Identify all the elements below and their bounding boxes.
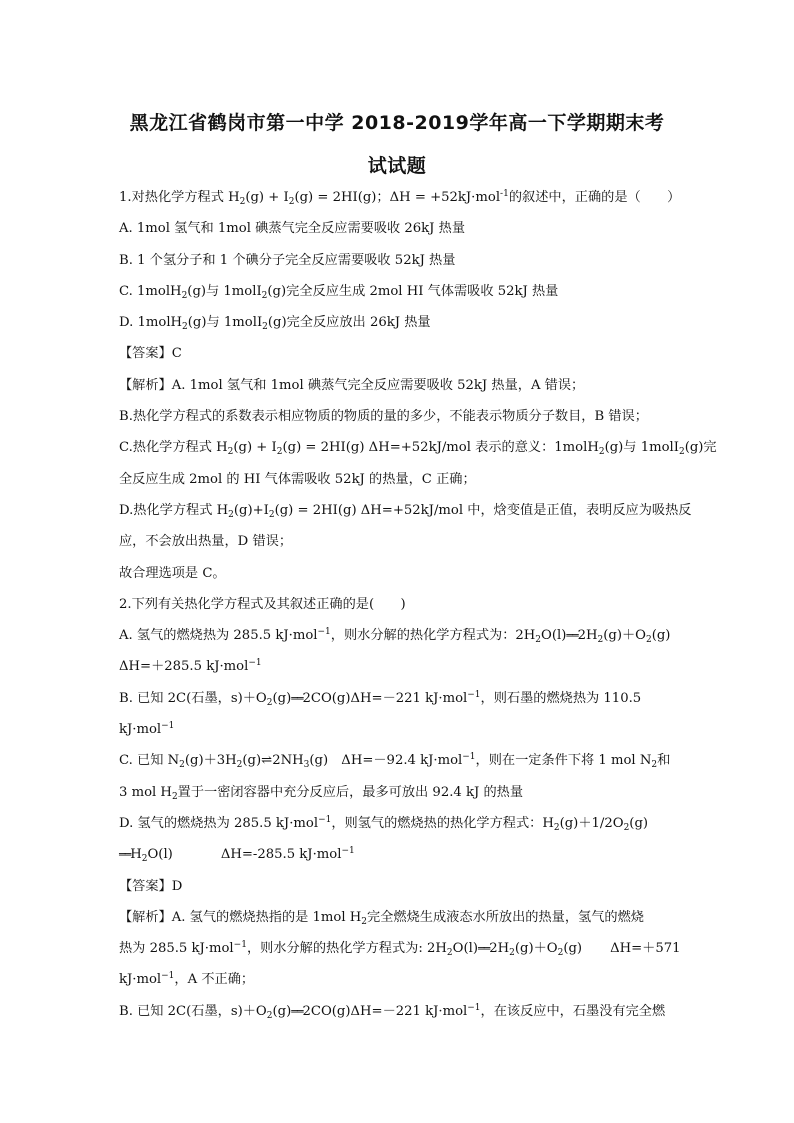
reaction-arrow: ══ <box>119 848 131 862</box>
q2-option-d: D. 氢气的燃烧热为 285.5 kJ·mol$^{-1}$，则氢气的燃烧热的热化学方程式：$H_2(g)+1/2O_2(g)$ <box>119 814 649 833</box>
q1-analysis-c: C.热化学方程式 $H_2(g) + I_2(g) = 2HI(g)$ ΔH=+52kJ/mol 表示的意义：1molH$_2$(g)与 1molI$_2$(g)完 <box>119 440 717 458</box>
page-title-continued: 试试题 <box>367 155 427 177</box>
q2-option-b-cont: kJ·mol$^{-1}$ <box>119 721 175 738</box>
q2-option-a: A. 氢气的燃烧热为 285.5 kJ·mol$^{-1}$，则水分解的热化学方程式为：$2H_2O(l)══2H_2(g)+O_2(g)$ <box>119 627 671 646</box>
q1-stem: 1.对热化学方程式 $H_2(g) + I_2(g) = 2HI(g)$；ΔH = +52kJ·mol$^{-1}$的叙述中，正确的是（ ） <box>119 189 681 207</box>
q1-option-a: A. 1mol 氢气和 1mol 碘蒸气完全反应需要吸收 26kJ 热量 <box>119 221 466 237</box>
q2-option-c: C. 已知 $N_2(g)+3H_2(g)\rightleftharpoons 2NH_3(g)$ ΔH=－92.4 kJ·mol$^{-1}$，则在一定条件下将 1 mol $N_2$和 <box>119 752 671 771</box>
q2-option-b: B. 已知 2C(石墨，$s)+O_2(g)══2CO(g)\Delta H=-221$ kJ·mol$^{-1}$，则石墨的燃烧热为 110.5 <box>119 689 642 708</box>
q1-option-b: B. 1 个氢分子和 1 个碘分子完全反应需要吸收 52kJ 热量 <box>119 252 456 268</box>
q1-analysis-d: D.热化学方程式 $H_2(g)+I_2(g) = 2HI(g)$ ΔH=+52kJ/mol 中，焓变值是正值，表明反应为吸热反 <box>119 502 692 520</box>
q1-answer: 【答案】C <box>119 346 182 362</box>
reaction-arrow: ══ <box>291 691 303 705</box>
q2-option-c-cont: 3 mol $H_2$置于一密闭容器中充分反应后，最多可放出 92.4 kJ 的热量 <box>119 784 524 802</box>
q1-conclusion: 故合理选项是 C。 <box>119 565 226 581</box>
q1-analysis-a: 【解析】A. 1mol 氢气和 1mol 碘蒸气完全反应需要吸收 52kJ 热量，A 错误； <box>119 377 585 393</box>
reaction-arrow: ══ <box>566 629 578 643</box>
page-title: 黑龙江省鹤岗市第一中学 2018-2019学年高一下学期期末考 <box>129 112 665 134</box>
q1-analysis-b: B.热化学方程式的系数表示相应物质的物质的量的多少，不能表示物质分子数目，B 错误； <box>119 409 648 425</box>
equilibrium-arrow: ⇌ <box>261 753 273 769</box>
q2-analysis-a-cont2: kJ·mol$^{-1}$，A 不正确； <box>119 971 255 988</box>
q1-analysis-d-cont: 应，不会放出热量，D 错误； <box>119 534 293 550</box>
q2-analysis-a-cont: 热为 285.5 kJ·mol$^{-1}$，则水分解的热化学方程式为: $2H_2O(l)══2H_2(g)+O_2(g)$ ΔH=＋571 <box>119 940 681 959</box>
question-content <box>119 182 717 1027</box>
q2-stem: 2.下列有关热化学方程式及其叙述正确的是( ) <box>119 596 406 612</box>
q1-option-d: D. 1molH$_2$(g)与 1molI$_2$(g)完全反应放出 26kJ 热量 <box>119 315 431 333</box>
reaction-arrow: ══ <box>477 942 490 956</box>
q2-analysis-b: B. 已知 2C(石墨，$s)+O_2(g)══2CO(g)\Delta H=-221$ kJ·mol$^{-1}$，在该反应中，石墨没有完全燃 <box>119 1002 666 1021</box>
q1-analysis-c-cont: 全反应生成 2mol 的 HI 气体需吸收 52kJ 的热量，C 正确； <box>119 471 476 487</box>
q2-answer: 【答案】D <box>119 878 183 894</box>
reaction-arrow: ══ <box>291 1004 303 1018</box>
q1-option-c: C. 1molH$_2$(g)与 1molI$_2$(g)完全反应生成 2mol HI 气体需吸收 52kJ 热量 <box>119 283 559 301</box>
q2-option-d-cont: $══H_2O(l)$ ΔH=-285.5 kJ·mol$^{-1}$ <box>119 846 355 865</box>
q2-option-a-cont: ΔH=＋285.5 kJ·mol$^{-1}$ <box>119 658 262 675</box>
q2-analysis-a: 【解析】A. 氢气的燃烧热指的是 1mol $H_2$完全燃烧生成液态水所放出的热量，氢气的燃烧 <box>119 909 644 927</box>
